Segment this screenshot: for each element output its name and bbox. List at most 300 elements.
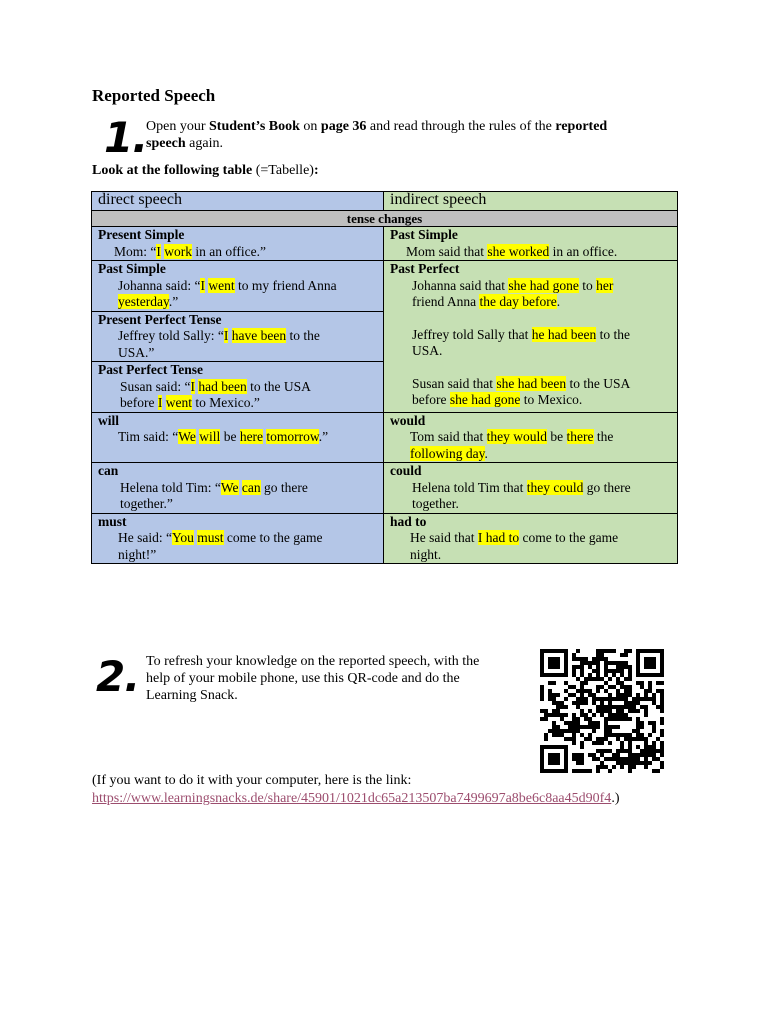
- look-text: Look at the following table: [92, 163, 253, 178]
- qr-module: [636, 729, 640, 733]
- qr-module: [572, 713, 576, 717]
- qr-module: [644, 745, 648, 749]
- qr-module: [564, 753, 568, 757]
- qr-module: [616, 709, 620, 713]
- qr-module: [556, 665, 560, 669]
- qr-module: [628, 745, 632, 749]
- qr-module: [628, 757, 632, 761]
- qr-module: [616, 677, 620, 681]
- qr-module: [576, 753, 580, 757]
- qr-module: [652, 745, 656, 749]
- qr-module: [604, 697, 608, 701]
- qr-module: [576, 697, 580, 701]
- qr-module: [636, 697, 640, 701]
- qr-module: [652, 697, 656, 701]
- qr-module: [608, 713, 612, 717]
- qr-module: [604, 729, 608, 733]
- example-cont: together.”: [120, 496, 173, 511]
- qr-module: [648, 665, 652, 669]
- qr-module: [556, 661, 560, 665]
- qr-module: [552, 693, 556, 697]
- direct-past-simple: [92, 261, 384, 312]
- tense-label: had to: [390, 513, 427, 529]
- qr-module: [636, 717, 640, 721]
- qr-module: [624, 701, 628, 705]
- qr-module: [584, 701, 588, 705]
- example-cont: yesterday.”: [118, 294, 179, 309]
- qr-module: [596, 737, 600, 741]
- speech-word: speech: [146, 136, 186, 151]
- spacer: [98, 446, 377, 462]
- qr-module: [624, 705, 628, 709]
- qr-module: [588, 665, 592, 669]
- qr-module: [648, 681, 652, 685]
- qr-module: [636, 733, 640, 737]
- qr-module: [636, 653, 640, 657]
- qr-module: [644, 697, 648, 701]
- qr-module: [596, 673, 600, 677]
- qr-module: [592, 677, 596, 681]
- qr-module: [636, 669, 640, 673]
- spacer: [390, 360, 671, 376]
- qr-module: [660, 657, 664, 661]
- example: Tom said that they would be there the: [410, 429, 614, 444]
- qr-module: [576, 705, 580, 709]
- qr-module: [660, 745, 664, 749]
- qr-module: [588, 709, 592, 713]
- qr-module: [576, 717, 580, 721]
- qr-module: [648, 657, 652, 661]
- qr-module: [568, 721, 572, 725]
- qr-module: [564, 761, 568, 765]
- qr-module: [608, 705, 612, 709]
- qr-module: [636, 753, 640, 757]
- qr-module: [620, 745, 624, 749]
- qr-module: [620, 741, 624, 745]
- qr-module: [628, 749, 632, 753]
- example: Jeffrey told Sally: “I have been to the: [118, 328, 320, 343]
- qr-module: [596, 657, 600, 661]
- qr-module: [540, 753, 544, 757]
- qr-module: [612, 765, 616, 769]
- tense-label: can: [98, 463, 119, 478]
- qr-module: [640, 733, 644, 737]
- qr-module: [596, 661, 600, 665]
- qr-module: [580, 757, 584, 761]
- qr-module: [604, 721, 608, 725]
- qr-module: [628, 717, 632, 721]
- qr-module: [660, 717, 664, 721]
- indirect-past-perfect: [384, 261, 678, 413]
- qr-module: [544, 709, 548, 713]
- qr-module: [640, 725, 644, 729]
- qr-module: [556, 729, 560, 733]
- qr-module: [612, 717, 616, 721]
- example: Johanna said that she had gone to her: [412, 277, 614, 293]
- tense-label: Past Perfect: [390, 261, 460, 276]
- qr-module: [644, 761, 648, 765]
- qr-module: [620, 761, 624, 765]
- qr-module: [576, 761, 580, 765]
- qr-module: [564, 669, 568, 673]
- qr-module: [608, 697, 612, 701]
- qr-module: [596, 725, 600, 729]
- qr-module: [620, 685, 624, 689]
- qr-module: [640, 721, 644, 725]
- qr-module: [644, 741, 648, 745]
- qr-module: [600, 741, 604, 745]
- qr-module: [628, 705, 632, 709]
- qr-module: [620, 749, 624, 753]
- qr-module: [604, 725, 608, 729]
- qr-module: [572, 729, 576, 733]
- qr-module: [640, 685, 644, 689]
- qr-module: [612, 705, 616, 709]
- qr-module: [640, 761, 644, 765]
- qr-module: [560, 729, 564, 733]
- qr-module: [660, 649, 664, 653]
- qr-module: [604, 749, 608, 753]
- qr-module: [608, 741, 612, 745]
- qr-module: [576, 649, 580, 653]
- qr-module: [568, 725, 572, 729]
- qr-module: [636, 761, 640, 765]
- qr-module: [652, 665, 656, 669]
- qr-module: [548, 729, 552, 733]
- qr-module: [540, 749, 544, 753]
- qr-module: [616, 689, 620, 693]
- qr-module: [652, 753, 656, 757]
- spacer: [390, 311, 671, 327]
- qr-module: [632, 709, 636, 713]
- qr-code-graphic: [540, 649, 664, 773]
- qr-module: [644, 693, 648, 697]
- qr-module: [640, 705, 644, 709]
- qr-module: [596, 757, 600, 761]
- qr-module: [624, 689, 628, 693]
- qr-module: [564, 729, 568, 733]
- qr-module: [624, 717, 628, 721]
- qr-module: [576, 677, 580, 681]
- tense-label: Present Perfect Tense: [98, 311, 222, 327]
- qr-module: [624, 737, 628, 741]
- qr-module: [568, 685, 572, 689]
- example-cont: before she had gone to Mexico.: [412, 392, 583, 407]
- qr-module: [644, 713, 648, 717]
- qr-module: [600, 761, 604, 765]
- qr-module: [596, 685, 600, 689]
- qr-module: [652, 693, 656, 697]
- qr-module: [560, 733, 564, 737]
- qr-module: [620, 705, 624, 709]
- example: Mom said that she worked in an office.: [406, 243, 618, 259]
- example-cont: night.: [410, 546, 442, 562]
- qr-module: [648, 697, 652, 701]
- qr-module: [548, 757, 552, 761]
- qr-module: [636, 701, 640, 705]
- text: again.: [185, 136, 223, 151]
- qr-module: [612, 725, 616, 729]
- qr-module: [624, 677, 628, 681]
- qr-module: [572, 737, 576, 741]
- students-book: Student’s Book: [209, 119, 300, 134]
- qr-module: [600, 685, 604, 689]
- qr-module: [616, 661, 620, 665]
- qr-module: [608, 725, 612, 729]
- tense-label: will: [98, 412, 120, 428]
- qr-module: [612, 685, 616, 689]
- qr-module: [620, 681, 624, 685]
- qr-module: [624, 653, 628, 657]
- qr-module: [628, 701, 632, 705]
- qr-module: [556, 753, 560, 757]
- example-cont: together.: [412, 496, 459, 511]
- qr-module: [588, 661, 592, 665]
- qr-module: [608, 729, 612, 733]
- tense-changes-row: tense changes: [92, 211, 678, 227]
- qr-module: [628, 761, 632, 765]
- qr-code-icon[interactable]: [540, 649, 664, 773]
- tense-label: could: [390, 463, 422, 478]
- qr-module: [584, 713, 588, 717]
- qr-module: [584, 737, 588, 741]
- qr-module: [648, 745, 652, 749]
- qr-module: [564, 657, 568, 661]
- qr-module: [580, 733, 584, 737]
- qr-module: [568, 729, 572, 733]
- qr-module: [600, 705, 604, 709]
- qr-module: [580, 745, 584, 749]
- qr-module: [616, 681, 620, 685]
- qr-module: [624, 697, 628, 701]
- qr-module: [588, 725, 592, 729]
- qr-module: [592, 661, 596, 665]
- qr-module: [660, 705, 664, 709]
- qr-module: [564, 765, 568, 769]
- qr-module: [572, 701, 576, 705]
- direct-must: [92, 513, 384, 564]
- qr-module: [560, 705, 564, 709]
- qr-module: [548, 681, 552, 685]
- qr-module: [616, 749, 620, 753]
- qr-module: [660, 753, 664, 757]
- qr-module: [556, 713, 560, 717]
- qr-module: [572, 733, 576, 737]
- qr-module: [540, 745, 544, 749]
- qr-module: [580, 673, 584, 677]
- qr-module: [608, 685, 612, 689]
- qr-module: [660, 721, 664, 725]
- qr-module: [552, 681, 556, 685]
- qr-module: [564, 653, 568, 657]
- link-suffix: .): [611, 791, 620, 806]
- qr-module: [596, 721, 600, 725]
- qr-module: [544, 713, 548, 717]
- qr-module: [636, 649, 640, 653]
- qr-module: [580, 753, 584, 757]
- indirect-would: [384, 412, 678, 463]
- qr-module: [616, 733, 620, 737]
- qr-module: [560, 745, 564, 749]
- qr-module: [600, 765, 604, 769]
- qr-module: [640, 749, 644, 753]
- qr-module: [648, 689, 652, 693]
- qr-module: [652, 729, 656, 733]
- qr-module: [552, 761, 556, 765]
- qr-module: [604, 717, 608, 721]
- qr-module: [660, 749, 664, 753]
- qr-module: [560, 713, 564, 717]
- qr-module: [652, 749, 656, 753]
- qr-module: [588, 753, 592, 757]
- qr-module: [644, 661, 648, 665]
- qr-module: [592, 721, 596, 725]
- qr-module: [600, 677, 604, 681]
- qr-module: [624, 665, 628, 669]
- qr-module: [540, 669, 544, 673]
- qr-module: [584, 677, 588, 681]
- example: Johanna said: “I went to my friend Anna: [118, 277, 337, 293]
- qr-module: [564, 673, 568, 677]
- example: He said: “You must come to the game: [118, 530, 323, 545]
- qr-module: [636, 757, 640, 761]
- qr-module: [540, 689, 544, 693]
- qr-module: [556, 673, 560, 677]
- qr-module: [624, 693, 628, 697]
- qr-module: [648, 721, 652, 725]
- qr-module: [644, 737, 648, 741]
- qr-module: [540, 665, 544, 669]
- qr-module: [564, 749, 568, 753]
- qr-module: [552, 673, 556, 677]
- qr-module: [620, 669, 624, 673]
- qr-module: [540, 761, 544, 765]
- qr-module: [620, 765, 624, 769]
- qr-module: [636, 665, 640, 669]
- qr-module: [612, 753, 616, 757]
- qr-module: [572, 725, 576, 729]
- qr-module: [552, 697, 556, 701]
- qr-module: [588, 721, 592, 725]
- qr-module: [572, 741, 576, 745]
- example: Tim said: “We will be here tomorrow.”: [118, 429, 329, 444]
- qr-module: [636, 725, 640, 729]
- qr-module: [620, 717, 624, 721]
- qr-module: [604, 649, 608, 653]
- qr-module: [600, 697, 604, 701]
- qr-module: [600, 709, 604, 713]
- qr-module: [564, 737, 568, 741]
- qr-module: [588, 689, 592, 693]
- qr-module: [552, 729, 556, 733]
- qr-module: [548, 689, 552, 693]
- qr-module: [596, 749, 600, 753]
- text: Open your: [146, 119, 209, 134]
- qr-module: [608, 669, 612, 673]
- qr-module: [620, 693, 624, 697]
- qr-module: [588, 677, 592, 681]
- qr-module: [608, 693, 612, 697]
- qr-module: [552, 745, 556, 749]
- qr-module: [648, 749, 652, 753]
- qr-module: [620, 673, 624, 677]
- qr-module: [564, 649, 568, 653]
- qr-module: [660, 681, 664, 685]
- direct-past-perfect: [92, 362, 384, 413]
- example: Jeffrey told Sally that he had been to the: [412, 326, 630, 342]
- qr-module: [660, 653, 664, 657]
- qr-module: [596, 709, 600, 713]
- example: Mom: “I work in an office.”: [114, 243, 266, 259]
- qr-module: [548, 649, 552, 653]
- qr-module: [608, 717, 612, 721]
- qr-module: [632, 697, 636, 701]
- qr-module: [592, 657, 596, 661]
- qr-module: [624, 749, 628, 753]
- qr-module: [540, 765, 544, 769]
- qr-module: [552, 701, 556, 705]
- qr-module: [644, 753, 648, 757]
- qr-module: [652, 741, 656, 745]
- qr-module: [656, 737, 660, 741]
- qr-module: [612, 661, 616, 665]
- tense-label: would: [390, 412, 426, 428]
- qr-module: [640, 753, 644, 757]
- qr-module: [604, 765, 608, 769]
- qr-module: [576, 689, 580, 693]
- qr-module: [620, 653, 624, 657]
- indirect-could: [384, 463, 678, 514]
- qr-module: [660, 689, 664, 693]
- qr-module: [592, 741, 596, 745]
- learning-snack-link[interactable]: https://www.learningsnacks.de/share/45901/1021dc65a213507ba7499697a8be6c8aa45d90f4: [92, 791, 612, 806]
- qr-module: [564, 681, 568, 685]
- qr-module: [584, 717, 588, 721]
- qr-module: [616, 665, 620, 669]
- qr-module: [592, 753, 596, 757]
- qr-module: [612, 713, 616, 717]
- qr-module: [548, 693, 552, 697]
- qr-module: [616, 753, 620, 757]
- qr-module: [656, 673, 660, 677]
- qr-module: [604, 757, 608, 761]
- qr-module: [576, 665, 580, 669]
- qr-module: [592, 669, 596, 673]
- qr-module: [624, 761, 628, 765]
- qr-module: [640, 649, 644, 653]
- qr-module: [572, 753, 576, 757]
- example: Helena told Tim: “We can go there: [120, 479, 308, 495]
- qr-module: [544, 717, 548, 721]
- qr-module: [552, 661, 556, 665]
- qr-module: [632, 729, 636, 733]
- qr-module: [616, 697, 620, 701]
- qr-module: [612, 673, 616, 677]
- qr-module: [540, 697, 544, 701]
- qr-module: [652, 769, 656, 773]
- qr-module: [612, 649, 616, 653]
- tense-label: must: [98, 513, 127, 529]
- link-intro: (If you want to do it with your computer, here is the link:: [92, 773, 412, 788]
- qr-module: [592, 693, 596, 697]
- qr-module: [564, 745, 568, 749]
- qr-module: [584, 657, 588, 661]
- qr-module: [572, 665, 576, 669]
- qr-module: [620, 697, 624, 701]
- qr-module: [556, 709, 560, 713]
- qr-module: [540, 661, 544, 665]
- qr-module: [604, 681, 608, 685]
